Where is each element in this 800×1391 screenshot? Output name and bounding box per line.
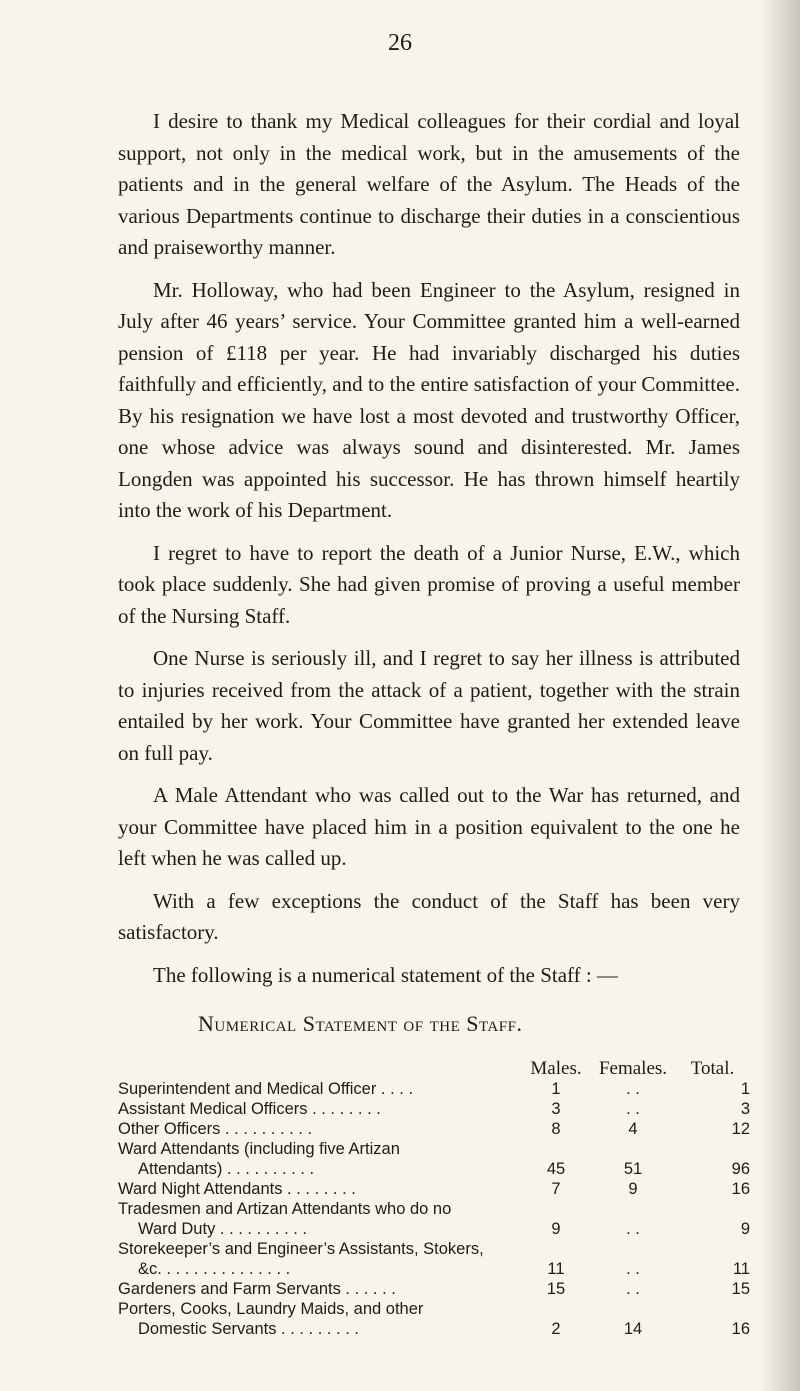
- row-total: 12: [731, 1120, 750, 1138]
- row-females: 4: [628, 1120, 638, 1138]
- row-label-continued: Attendants) . . . . . . . . . .: [138, 1160, 315, 1178]
- table-row: [118, 1079, 750, 1099]
- row-label: Storekeeper’s and Engineer’s Assistants, Stokers,: [118, 1240, 484, 1258]
- table-row: [118, 1119, 750, 1139]
- paragraph-nurse-death: I regret to have to report the death of a Junior Nurse, E.W., which took place suddenly. She had given promise of proving a useful member of the Nursing Staff.: [118, 540, 740, 628]
- table-row: [118, 1299, 750, 1339]
- staff-table: [118, 1055, 750, 1339]
- table-row: [118, 1179, 750, 1199]
- table-row: [118, 1139, 750, 1179]
- row-label: Gardeners and Farm Servants . . . . . .: [118, 1280, 396, 1298]
- header-males: Males.: [530, 1058, 582, 1079]
- row-females: 9: [628, 1180, 638, 1198]
- row-label: Porters, Cooks, Laundry Maids, and other: [118, 1300, 424, 1318]
- row-total: 9: [740, 1220, 750, 1238]
- header-blank: [118, 1055, 521, 1079]
- row-males: 15: [546, 1280, 566, 1298]
- row-females: 14: [623, 1320, 643, 1338]
- paragraph-thanks: I desire to thank my Medical colleagues for their cordial and loyal support, not only in the medical work, but in the amusements of the patients and in the general welfare of the Asylum. The Heads of the various Departments continue to discharge their duties in a conscientious and praiseworthy manner.: [118, 109, 740, 259]
- row-males: 8: [551, 1120, 561, 1138]
- row-total: 15: [731, 1280, 750, 1298]
- row-males: 7: [551, 1180, 561, 1198]
- row-label: Ward Night Attendants . . . . . . . .: [118, 1180, 356, 1198]
- row-total: 11: [732, 1260, 750, 1278]
- row-total: 16: [731, 1320, 750, 1338]
- paragraph-engineer-resignation: Mr. Holloway, who had been Engineer to the Asylum, resigned in July after 46 years’ service. Your Committee granted him a well-earned pension of £118 per year. He had invariably discharged his duties faithfully and efficiently, and to the entire satisfaction of your Committee. By his resignation we have lost a most devoted and trustworthy Officer, one whose advice was always sound and disinterested. Mr. James Longden was appointed his successor. He has thrown himself heartily into the work of his Department.: [118, 277, 740, 522]
- row-label: Tradesmen and Artizan Attendants who do no: [118, 1200, 452, 1218]
- row-females: . .: [626, 1100, 640, 1118]
- table-header-row: [118, 1055, 750, 1079]
- row-total: 3: [740, 1100, 750, 1118]
- page-number: 26: [388, 30, 412, 56]
- row-females: . .: [626, 1280, 640, 1298]
- row-label: Assistant Medical Officers . . . . . . . .: [118, 1100, 381, 1118]
- row-label-continued: &c. . . . . . . . . . . . . . .: [138, 1260, 291, 1278]
- row-males: 3: [551, 1100, 561, 1118]
- table-row: [118, 1279, 750, 1299]
- header-total: Total.: [690, 1058, 735, 1079]
- row-label: Ward Attendants (including five Artizan: [118, 1140, 400, 1158]
- table-title: Numerical Statement of the Staff.: [198, 1011, 523, 1036]
- row-label: Other Officers . . . . . . . . . .: [118, 1120, 313, 1138]
- row-label-continued: Domestic Servants . . . . . . . . .: [138, 1320, 359, 1338]
- row-females: . .: [626, 1260, 640, 1278]
- table-row: [118, 1199, 750, 1239]
- row-males: 9: [551, 1220, 561, 1238]
- row-total: 16: [731, 1180, 750, 1198]
- paragraph-attendant-returned: A Male Attendant who was called out to the War has returned, and your Committee have placed him in a position equivalent to the one he left when he was called up.: [118, 783, 740, 870]
- row-total: 1: [740, 1080, 750, 1098]
- row-label-continued: Ward Duty . . . . . . . . . .: [138, 1220, 308, 1238]
- row-females: 51: [623, 1160, 643, 1178]
- table-row: [118, 1099, 750, 1119]
- paragraph-staff-conduct: With a few exceptions the conduct of the Staff has been very satisfactory.: [118, 888, 740, 944]
- row-males: 2: [551, 1320, 561, 1338]
- row-females: . .: [626, 1080, 640, 1098]
- paragraph-statement-intro: The following is a numerical statement of the Staff : —: [153, 962, 618, 987]
- row-total: 96: [731, 1160, 750, 1178]
- page-edge-shadow: [760, 0, 800, 1391]
- paragraph-nurse-illness: One Nurse is seriously ill, and I regret to say her illness is attributed to injuries received from the attack of a patient, together with the strain entailed by her work. Your Committee have granted her extended leave on full pay.: [118, 646, 740, 765]
- row-label: Superintendent and Medical Officer . . . .: [118, 1080, 414, 1098]
- row-males: 45: [546, 1160, 566, 1178]
- header-females: Females.: [598, 1058, 668, 1079]
- table-row: [118, 1239, 750, 1279]
- row-males: 11: [547, 1260, 565, 1278]
- body-text: [118, 106, 740, 1002]
- row-males: 1: [551, 1080, 561, 1098]
- row-females: . .: [626, 1220, 640, 1238]
